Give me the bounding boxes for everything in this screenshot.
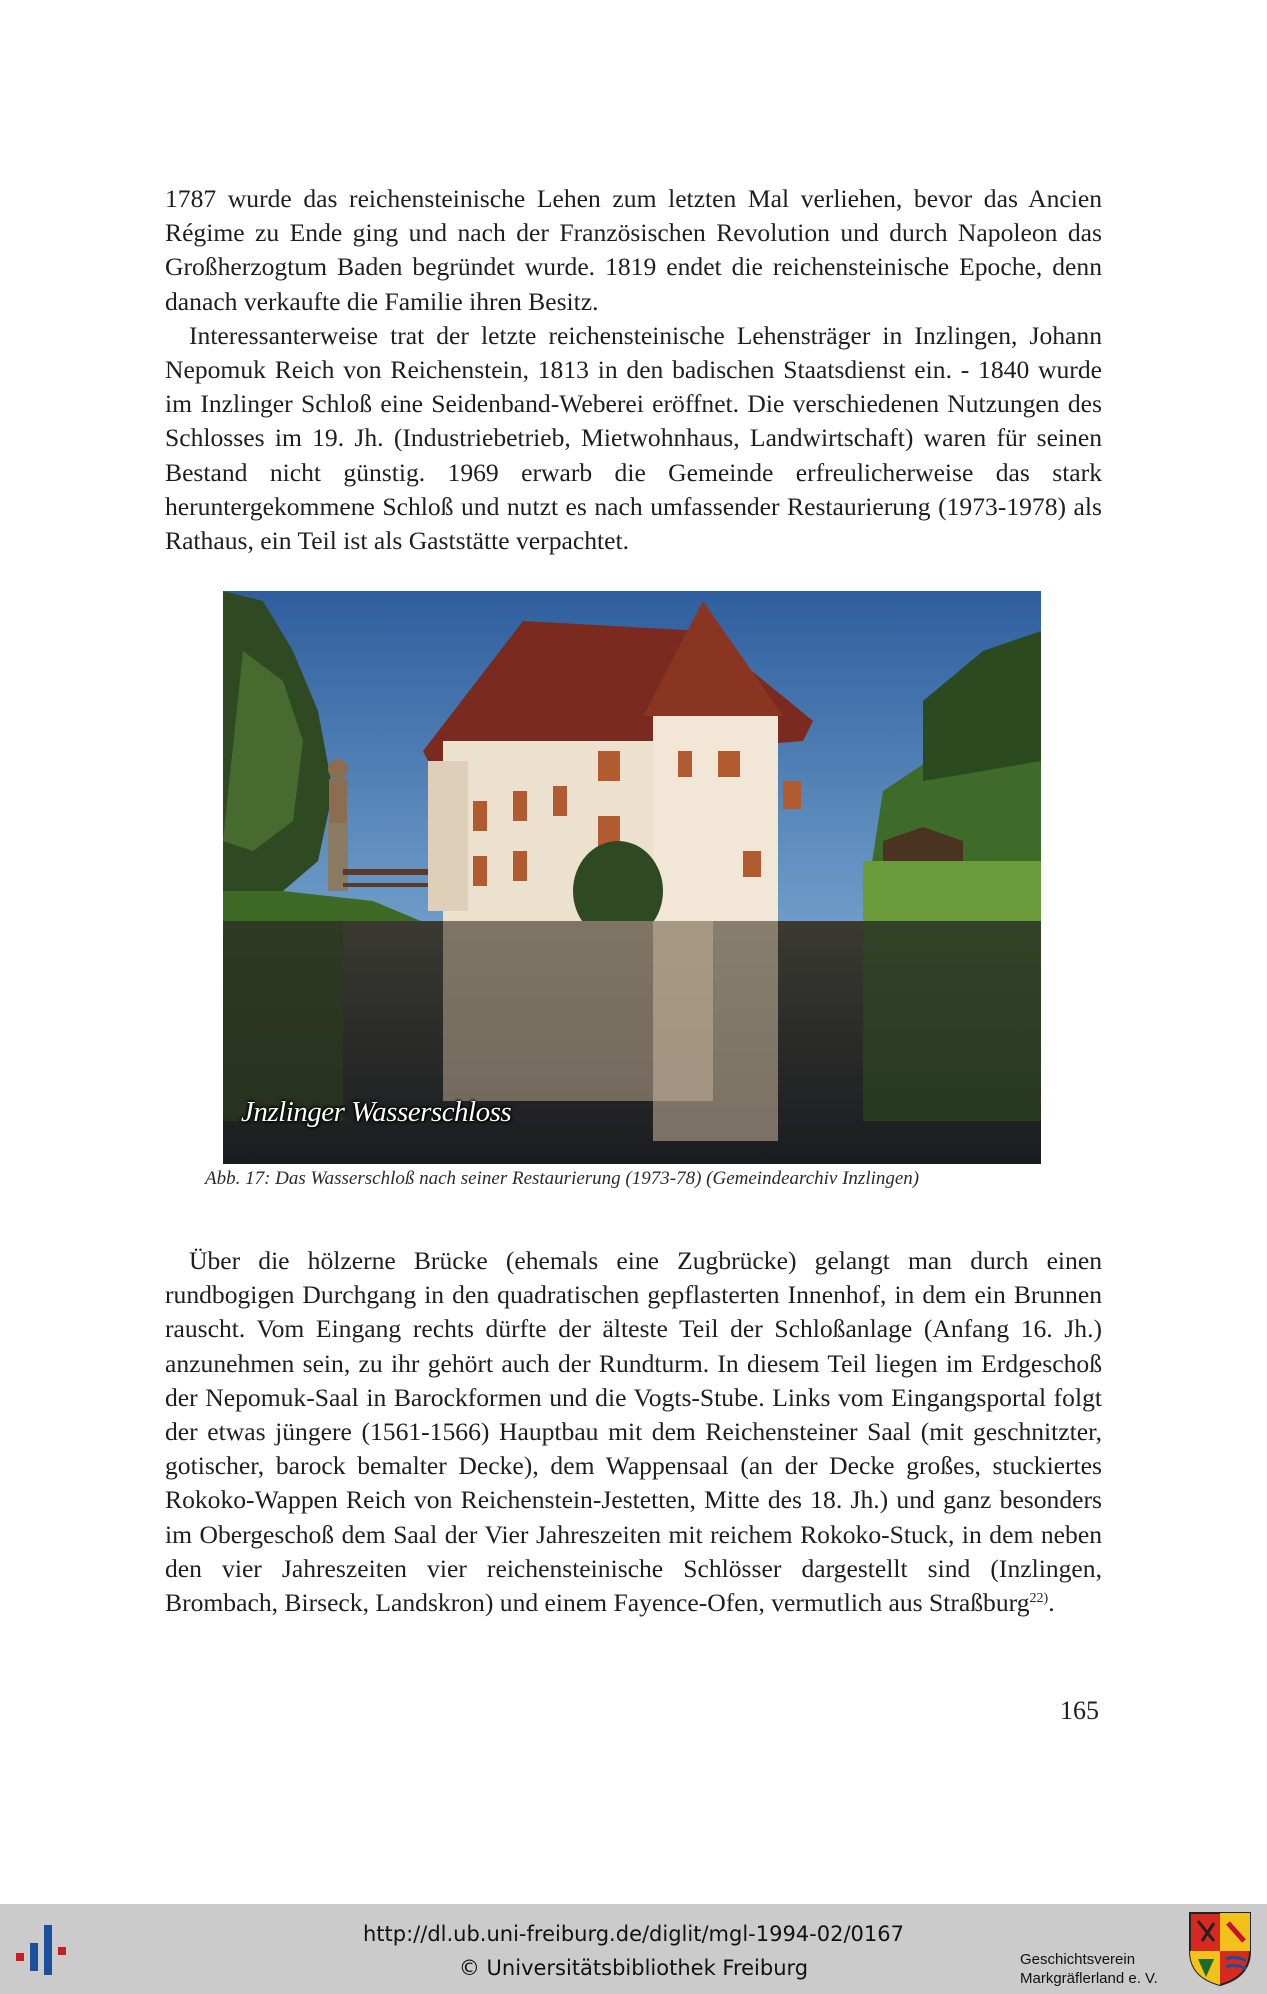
- body-text-top: [165, 182, 1102, 558]
- society-name: [1020, 1950, 1158, 1988]
- coat-of-arms-icon: [1188, 1911, 1252, 1987]
- figure-caption: Abb. 17: Das Wasserschloß nach seiner Restaurierung (1973-78) (Gemeindearchiv Inzlingen): [205, 1168, 920, 1189]
- body-text-bottom: [165, 1244, 1102, 1620]
- page-number: 165: [1060, 1696, 1099, 1725]
- society-line: Markgräflerland e. V.: [1020, 1970, 1158, 1987]
- footnote-marker: 22): [1029, 1591, 1049, 1607]
- paragraph: Interessanterweise trat der letzte reichensteinische Lehensträger in Inzlingen, Johann Nepomuk Reich von Reichenstein, 1813 in den badischen Staatsdienst ein. - 1840 wurde im Inzlinger Schloß eine Seidenband-Weberei eröffnet. Die verschiedenen Nutzungen des Schlosses im 19. Jh. (Industriebetrieb, Mietwohnhaus, Landwirtschaft) waren für seinen Bestand nicht günstig. 1969 erwarb die Gemeinde erfreulicherweise das stark heruntergekommene Schloß und nutzt es nach umfassender Restaurierung (1973-1978) als Rathaus, ein Teil ist als Gaststätte verpachtet.: [165, 320, 1102, 556]
- paragraph-end: .: [1048, 1588, 1055, 1618]
- photo-title: Jnzlinger Wasserschloss: [241, 1096, 512, 1128]
- footer-bar: [0, 1904, 1267, 1994]
- paragraph-text: Über die hölzerne Brücke (ehemals eine Zugbrücke) gelangt man durch einen rundbogigen Durchgang in den quadratischen gepflasterten Innenhof, in dem ein Brunnen rauscht. Vom Eingang rechts dürfte der älteste Teil der Schloßanlage (Anfang 16. Jh.) anzunehmen sein, zu ihr gehört auch der Rundturm. In diesem Teil liegen im Erdgeschoß der Nepomuk-Saal in Barockformen und die Vogts-Stube. Links vom Eingangsportal folgt der etwas jüngere (1561-1566) Hauptbau mit dem Reichensteiner Saal (mit geschnitzter, gotischer, barock bemalter Decke), dem Wappensaal (an der Decke großes, stuckiertes Rokoko-Wappen Reich von Reichenstein-Jestetten, Mitte des 18. Jh.) und ganz besonders im Obergeschoß dem Saal der Vier Jahreszeiten mit reichem Rokoko-Stuck, in dem neben den vier Jahreszeiten vier reichensteinische Schlösser dargestellt sind (Inzlingen, Brombach, Birseck, Landskron) und einem Fayence-Ofen, vermutlich aus Straßburg: [165, 1246, 1102, 1618]
- paragraph: 1787 wurde das reichensteinische Lehen zum letzten Mal verliehen, bevor das Ancien Régime zu Ende ging und nach der Französischen Revolution und durch Napoleon das Großherzogtum Baden begründet wurde. 1819 endet die reichensteinische Epoche, denn danach verkaufte die Familie ihren Besitz.: [165, 184, 1102, 316]
- society-line: Geschichtsverein: [1020, 1951, 1136, 1968]
- castle-photo: [223, 591, 1041, 1164]
- paragraph: [165, 1244, 1102, 1620]
- copyright-notice: © Universitätsbibliothek Freiburg: [458, 1956, 809, 1980]
- castle-illustration: [223, 591, 1041, 1164]
- source-url[interactable]: http://dl.ub.uni-freiburg.de/diglit/mgl-1994-02/0167: [362, 1922, 904, 1946]
